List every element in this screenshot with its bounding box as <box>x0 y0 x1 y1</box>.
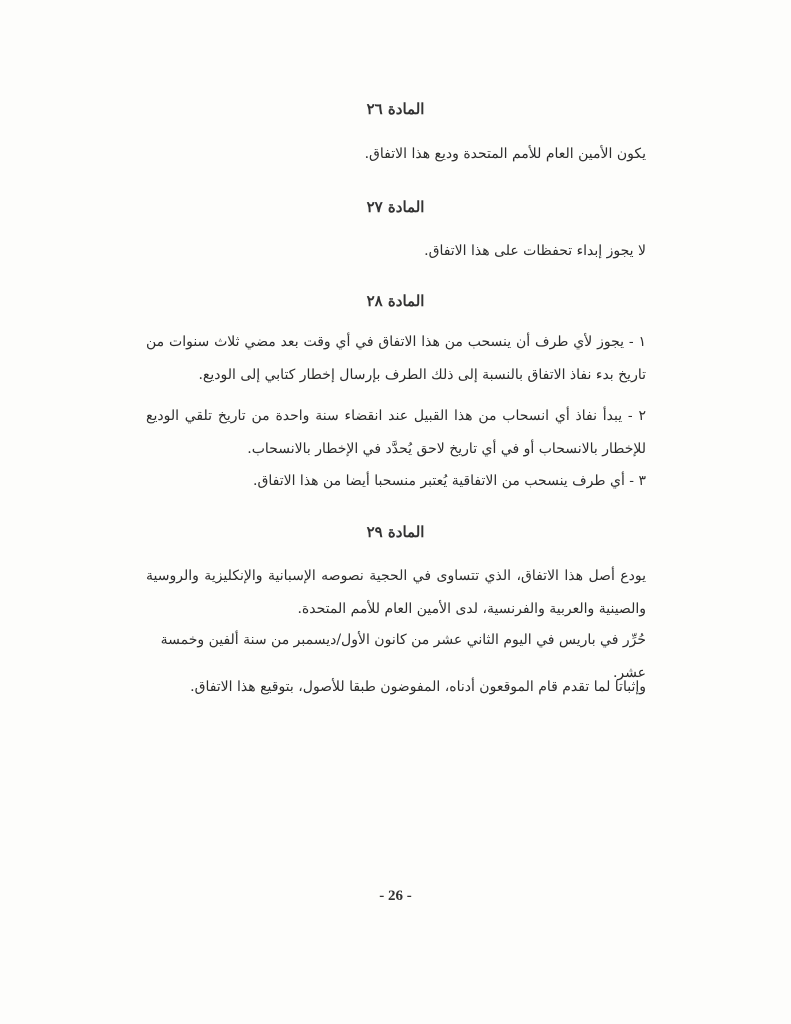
article-28-paragraph-1: ١ - يجوز لأي طرف أن ينسحب من هذا الاتفاق في أي وقت بعد مضي ثلاث سنوات من تاريخ بدء نفاذ الاتفاق بالنسبة إلى ذلك الطرف بإرسال إخطار كتابي إلى الوديع. <box>146 334 646 383</box>
article-29-paragraph-1: يودع أصل هذا الاتفاق، الذي تتساوى في الحجية نصوصه الإسبانية والإنكليزية والروسية والصينية والعربية والفرنسية، لدى الأمين العام للأمم المتحدة. <box>146 568 646 617</box>
article-26-heading: المادة ٢٦ <box>366 100 425 118</box>
article-26-text: يكون الأمين العام للأمم المتحدة وديع هذا الاتفاق. <box>364 146 646 162</box>
article-29-paragraph-3: وإثباتا لما تقدم قام الموقعون أدناه، المفوضون طبقا للأصول، بتوقيع هذا الاتفاق. <box>190 679 646 695</box>
article-27-text: لا يجوز إبداء تحفظات على هذا الاتفاق. <box>424 243 646 259</box>
article-28-heading: المادة ٢٨ <box>366 292 425 310</box>
article-29-heading: المادة ٢٩ <box>366 523 425 541</box>
article-28-paragraph-3: ٣ - أي طرف ينسحب من الاتفاقية يُعتبر منسحبا أيضا من هذا الاتفاق. <box>253 473 646 489</box>
page-number: - 26 - <box>379 888 412 904</box>
article-27-heading: المادة ٢٧ <box>366 198 425 216</box>
article-28-paragraph-2: ٢ - يبدأ نفاذ أي انسحاب من هذا القبيل عند انقضاء سنة واحدة من تاريخ تلقي الوديع للإخطار بالانسحاب أو في أي تاريخ لاحق يُحدَّد في الإخطار بالانسحاب. <box>146 408 646 457</box>
article-29-paragraph-2: حُرِّر في باريس في اليوم الثاني عشر من كانون الأول/ديسمبر من سنة ألفين وخمسة عشر. <box>160 632 646 681</box>
